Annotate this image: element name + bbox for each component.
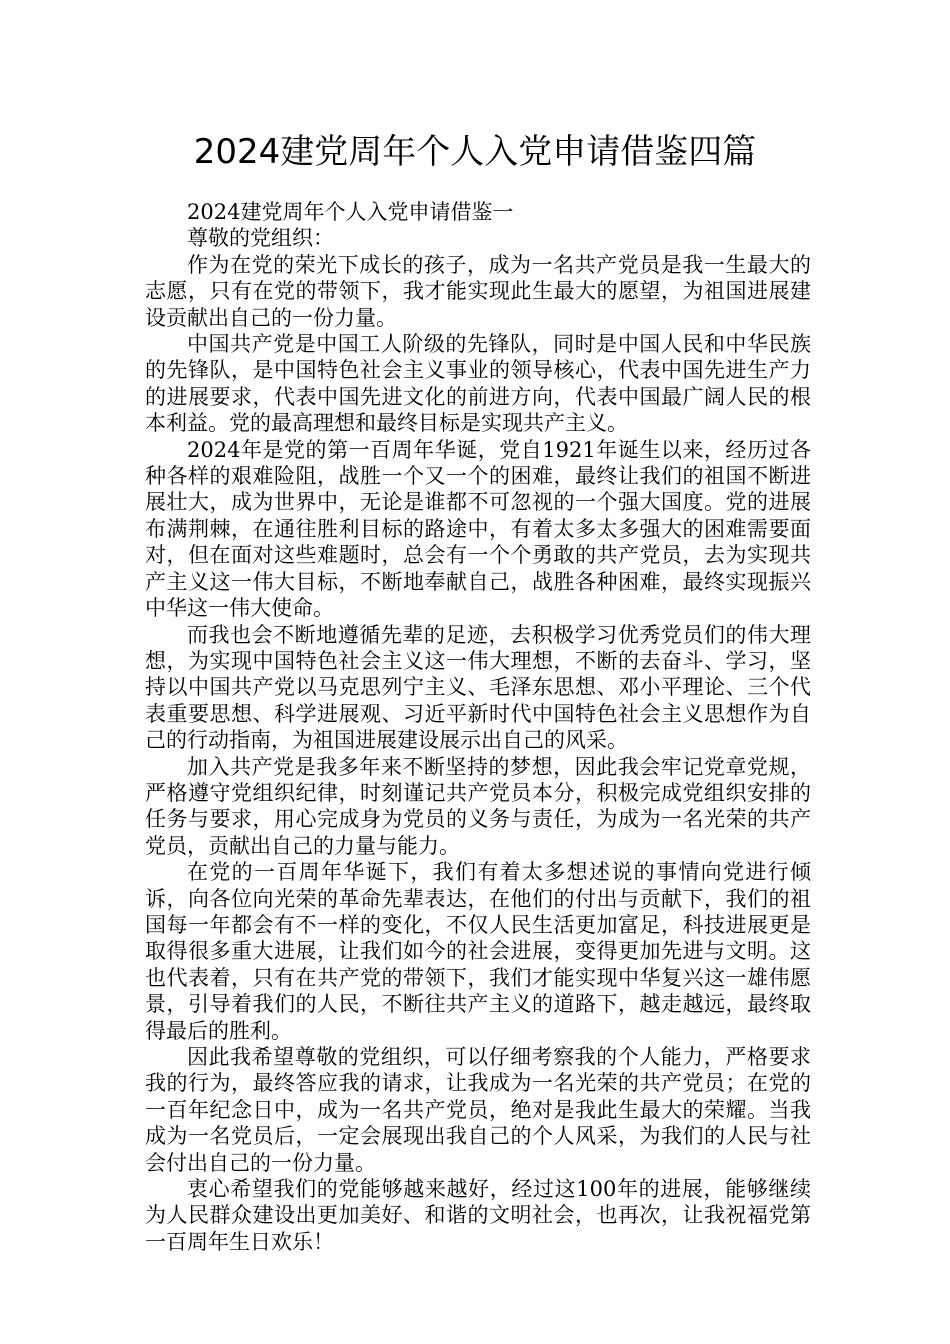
body-paragraph: 而我也会不断地遵循先辈的足迹，去积极学习优秀党员们的伟大理想，为实现中国特色社会主义这一伟大理想，不断的去奋斗、学习，坚持以中国共产党以马克思列宁主义、毛泽东思想、邓小平理论、三个代表重要思想、科学进展观、习近平新时代中国特色社会主义思想作为自己的行动指南，为祖国进展建设展示出自己的风采。 (145, 622, 811, 753)
document-subtitle: 2024建党周年个人入党申请借鉴一 (187, 200, 514, 224)
body-paragraph: 加入共产党是我多年来不断坚持的梦想，因此我会牢记党章党规，严格遵守党组织纪律，时刻谨记共产党员本分，积极完成党组织安排的任务与要求，用心完成身为党员的义务与责任，为成为一名光荣的共产党员，贡献出自己的力量与能力。 (145, 754, 811, 858)
body-paragraph: 衷心希望我们的党能够越来越好，经过这100年的进展，能够继续为人民群众建设出更加美好、和谐的文明社会，也再次，让我祝福党第一百周年生日欢乐！ (145, 1177, 811, 1254)
body-paragraph: 因此我希望尊敬的党组织，可以仔细考察我的个人能力，严格要求我的行为，最终答应我的请求，让我成为一名光荣的共产党员；在党的一百年纪念日中，成为一名共产党员，绝对是我此生最大的荣耀。当我成为一名党员后，一定会展现出我自己的个人风采，为我们的人民与社会付出自己的一份力量。 (145, 1045, 811, 1175)
body-paragraph: 作为在党的荣光下成长的孩子，成为一名共产党员是我一生最大的志愿，只有在党的带领下，我才能实现此生最大的愿望，为祖国进展建设贡献出自己的一份力量。 (145, 252, 811, 330)
document-title: 2024建党周年个人入党申请借鉴四篇 (193, 132, 757, 172)
salutation: 尊敬的党组织： (187, 226, 334, 251)
body-paragraph: 2024年是党的第一百周年华诞，党自1921年诞生以来，经历过各种各样的艰难险阻，战胜一个又一个的困难，最终让我们的祖国不断进展壮大，成为世界中，无论是谁都不可忽视的一个强大国度。党的进展布满荆棘，在通往胜利目标的路途中，有着太多太多强大的困难需要面对，但在面对这些难题时，总会有一个个勇敢的共产党员，去为实现共产主义这一伟大目标，不断地奉献自己，战胜各种困难，最终实现振兴中华这一伟大使命。 (145, 437, 811, 621)
document-body (145, 199, 811, 1255)
body-paragraph: 中国共产党是中国工人阶级的先锋队，同时是中国人民和中华民族的先锋队，是中国特色社会主义事业的领导核心，代表中国先进生产力的进展要求，代表中国先进文化的前进方向，代表中国最广阔人民的根本利益。党的最高理想和最终目标是实现共产主义。 (145, 332, 811, 436)
body-paragraph: 在党的一百周年华诞下，我们有着太多想述说的事情向党进行倾诉，向各位向光荣的革命先辈表达，在他们的付出与贡献下，我们的祖国每一年都会有不一样的变化，不仅人民生活更加富足，科技进展更是取得很多重大进展，让我们如今的社会进展，变得更加先进与文明。这也代表着，只有在共产党的带领下，我们才能实现中华复兴这一雄伟愿景，引导着我们的人民，不断往共产主义的道路下，越走越远，最终取得最后的胜利。 (145, 860, 811, 1043)
